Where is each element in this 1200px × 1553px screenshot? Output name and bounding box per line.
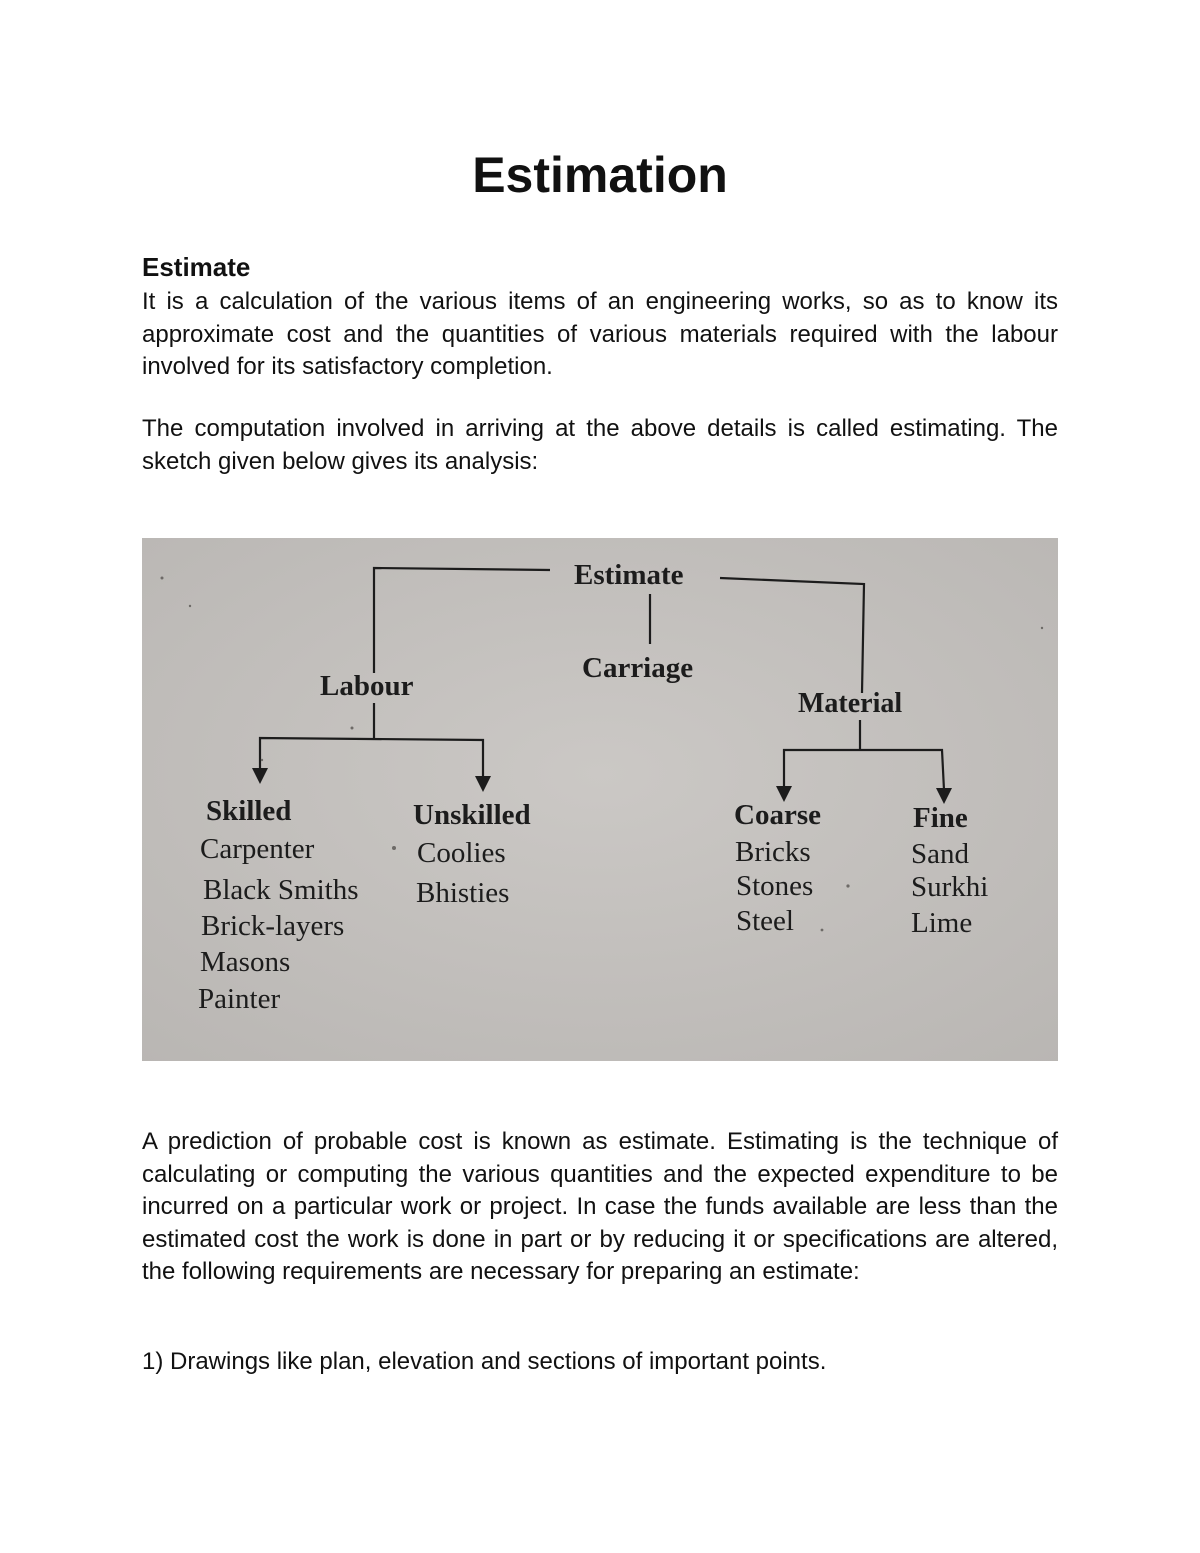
- diagram-fine-item: Lime: [911, 907, 973, 939]
- section-heading: Estimate: [142, 252, 251, 282]
- page-title: Estimation: [472, 147, 728, 203]
- diagram-fine-label: Fine: [913, 802, 968, 834]
- diagram-labour-label: Labour: [320, 670, 414, 702]
- paragraph-computation: The computation involved in arriving at the above details is called estimating. The sketch given below gives its analysis:: [142, 415, 1058, 475]
- diagram-skilled-item: Carpenter: [200, 833, 315, 865]
- diagram-unskilled-item: Bhisties: [416, 877, 510, 909]
- diagram-coarse-item: Bricks: [735, 836, 811, 868]
- estimate-diagram-photo: [142, 538, 1058, 1061]
- diagram-skilled-item: Masons: [200, 946, 291, 978]
- diagram-fine-item: Sand: [911, 838, 969, 870]
- diagram-skilled-label: Skilled: [206, 795, 292, 827]
- diagram-unskilled-item: Coolies: [417, 837, 506, 869]
- diagram-coarse-item: Steel: [736, 905, 794, 937]
- diagram-unskilled-label: Unskilled: [413, 799, 531, 831]
- list-item-drawings: 1) Drawings like plan, elevation and sections of important points.: [142, 1348, 827, 1375]
- diagram-skilled-item: Brick-layers: [201, 910, 345, 942]
- diagram-root-label: Estimate: [574, 559, 684, 591]
- diagram-material-label: Material: [798, 688, 903, 719]
- paragraph-definition: It is a calculation of the various items of an engineering works, so as to know its approximate cost and the quantities of various materials required with the labour involved for its satisfactory completion.: [142, 288, 1058, 380]
- diagram-skilled-item: Painter: [198, 983, 281, 1015]
- diagram-fine-item: Surkhi: [911, 871, 989, 903]
- diagram-skilled-item: Black Smiths: [203, 874, 359, 906]
- diagram-carriage-label: Carriage: [582, 652, 694, 684]
- diagram-coarse-item: Stones: [736, 870, 814, 902]
- diagram-coarse-label: Coarse: [734, 799, 821, 831]
- estimate-tree-diagram: [142, 538, 1058, 1061]
- paragraph-prediction: A prediction of probable cost is known as estimate. Estimating is the technique of calculating or computing the various quantities and the expected expenditure to be incurred on a particular work or project. In case the funds available are less than the estimated cost the work is done in part or by reducing it or specifications are altered, the following requirements are necessary for preparing an estimate:: [142, 1128, 1058, 1285]
